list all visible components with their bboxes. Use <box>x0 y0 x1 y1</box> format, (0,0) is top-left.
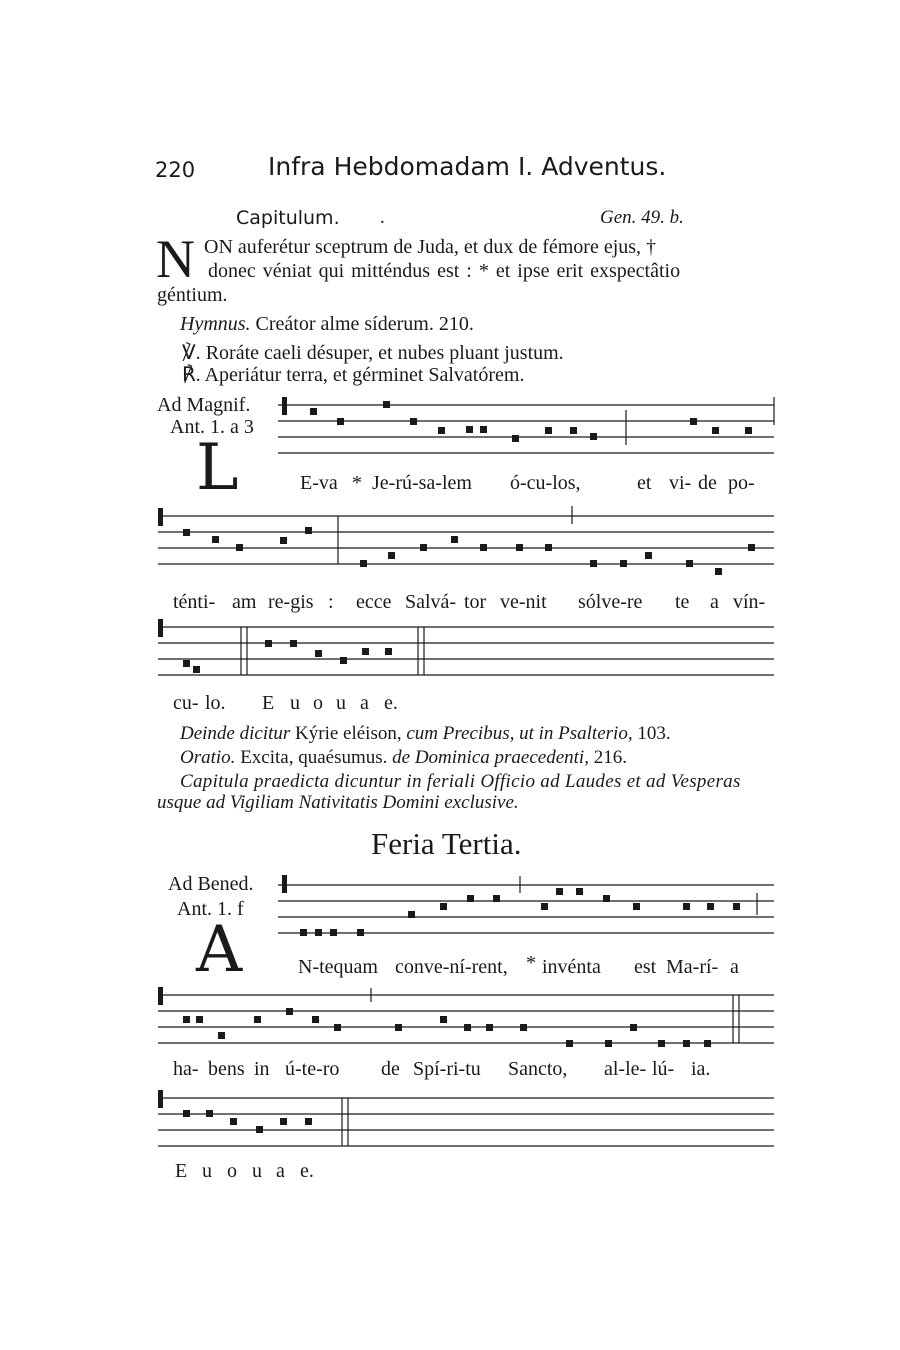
syllable: E-va <box>300 472 338 494</box>
syllable: e. <box>300 1160 314 1182</box>
capitulum-line-2: donec véniat qui mitténdus est : * et ipse erit exspectâtio <box>208 260 681 282</box>
benedictus-label-1: Ad Bened. <box>168 873 254 895</box>
syllable: te <box>675 591 690 613</box>
deinde-rubric: Deinde dicitur <box>180 723 291 744</box>
syllable: u <box>252 1160 262 1182</box>
syllable: o <box>227 1160 237 1182</box>
hymnus-text: Creátor alme síderum. 210. <box>255 313 474 335</box>
syllable: a <box>730 956 739 978</box>
syllable: E <box>175 1160 188 1182</box>
syllable: est <box>634 956 657 978</box>
syllable: lo. <box>205 692 226 714</box>
deinde-kyrie: Kýrie eléison, <box>295 723 402 744</box>
syllable: Salvá- <box>405 591 457 613</box>
syllable: ecce <box>356 591 392 613</box>
syllable: o <box>313 692 323 714</box>
benedictus-initial: A <box>196 913 243 987</box>
capitulum-dot: . <box>380 207 385 228</box>
deinde-precibus: cum Precibus, ut in Psalterio, <box>406 723 633 744</box>
versicle-symbol: ℣. <box>182 342 201 364</box>
oratio-text: Excita, quaésumus. <box>240 747 388 768</box>
syllable: : <box>328 591 334 613</box>
response-symbol: ℟. <box>182 364 201 386</box>
syllable: ha- <box>173 1058 199 1080</box>
syllable: vi- <box>669 472 692 494</box>
syllable: ve-nit <box>500 591 547 613</box>
syllable: u <box>290 692 300 714</box>
syllable: ó-cu-los, <box>510 472 581 494</box>
syllable: ú-te-ro <box>285 1058 340 1080</box>
syllable: cu- <box>173 692 199 714</box>
benedictus-label-2: Ant. 1. f <box>177 898 244 920</box>
syllable: et <box>637 472 652 494</box>
oratio-label: Oratio. <box>180 747 236 768</box>
syllable: a <box>276 1160 285 1182</box>
syllable: Sancto, <box>508 1058 568 1080</box>
syllable: Spí-ri-tu <box>413 1058 481 1080</box>
syllable: de <box>698 472 717 494</box>
capitula-rubric-2: usque ad Vigiliam Nativitatis Domini exclusive. <box>157 792 519 813</box>
syllable: E <box>262 692 275 714</box>
syllable: e. <box>384 692 398 714</box>
capitulum-line-3: géntium. <box>157 284 228 306</box>
syllable: u <box>336 692 346 714</box>
capitulum-heading: Capitulum. <box>236 207 340 229</box>
syllable: Je-rú-sa-lem <box>372 472 472 494</box>
deinde-page: 103. <box>637 723 671 744</box>
magnificat-label-1: Ad Magnif. <box>157 394 251 416</box>
syllable: ténti- <box>173 591 216 613</box>
syllable: re-gis <box>268 591 314 613</box>
running-title: Infra Hebdomadam I. Adventus. <box>268 152 667 181</box>
syllable: * <box>352 472 362 494</box>
syllable: lú- <box>652 1058 675 1080</box>
syllable: * <box>526 952 536 974</box>
capitulum-line-1: ON auferétur sceptrum de Juda, et dux de fémore ejus, † <box>204 236 657 258</box>
syllable: tor <box>464 591 487 613</box>
magnificat-initial: L <box>196 431 239 505</box>
syllable: ia. <box>691 1058 711 1080</box>
syllable: u <box>202 1160 212 1182</box>
syllable: bens <box>208 1058 245 1080</box>
syllable: po- <box>728 472 755 494</box>
syllable: N-tequam <box>298 956 378 978</box>
syllable: vín- <box>733 591 766 613</box>
oratio-page: 216. <box>593 747 627 768</box>
capitulum-dropcap: N <box>156 229 195 289</box>
magnificat-label-2: Ant. 1. a 3 <box>170 416 254 438</box>
oratio-source: de Dominica praecedenti, <box>392 747 589 768</box>
syllable: Ma-rí- <box>666 956 719 978</box>
syllable: in <box>254 1058 270 1080</box>
syllable: de <box>381 1058 400 1080</box>
versicle-text: Roráte caeli désuper, et nubes pluant justum. <box>205 342 564 364</box>
capitulum-reference: Gen. 49. b. <box>600 207 684 228</box>
syllable: sólve-re <box>578 591 643 613</box>
syllable: am <box>232 591 257 613</box>
syllable: invénta <box>542 956 601 978</box>
capitula-rubric-1: Capitula praedicta dicuntur in feriali Officio ad Laudes et ad Vesperas <box>180 771 741 792</box>
page-number: 220 <box>155 158 196 182</box>
syllable: al-le- <box>604 1058 647 1080</box>
syllable: a <box>710 591 719 613</box>
syllable: a <box>360 692 369 714</box>
response-text: Aperiátur terra, et gérminet Salvatórem. <box>204 364 525 386</box>
feria-title: Feria Tertia. <box>371 826 522 861</box>
hymnus-label: Hymnus. <box>180 313 251 335</box>
syllable: conve-ní-rent, <box>395 956 508 978</box>
